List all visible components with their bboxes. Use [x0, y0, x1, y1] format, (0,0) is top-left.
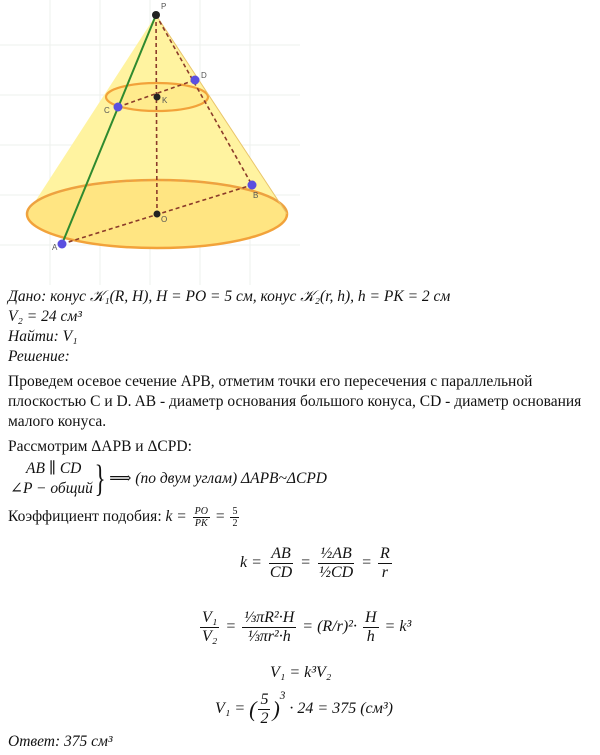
formula-v-ratio: $\frac{\text{V₁}}{\text{V₂}}$ = $\frac{\text{⅓πR²·H}}{\text{⅓πr²·h}}$ = (R/r)²· $\frac{H}{h}$ = k³ — [202, 609, 412, 645]
find-line — [8, 327, 78, 347]
coef-k: k = — [165, 508, 191, 526]
point-p — [152, 11, 160, 19]
brace-block — [10, 459, 327, 499]
label-c: C — [104, 106, 110, 115]
formula-k-ratio: k = $\frac{AB}{CD}$ = $\frac{\text{½AB}}{\text{½CD}}$ = $\frac{R}{r}$ — [240, 545, 390, 581]
coef-frac-2: $\frac{5}{2}$ — [232, 506, 238, 529]
answer-label: Ответ — [8, 733, 55, 750]
given-line-1 — [8, 287, 450, 307]
label-a: A — [52, 243, 58, 252]
brace-result: ⟹ (по двум углам) ΔAPB~ΔCPD — [109, 470, 327, 487]
given-label: Дано — [8, 288, 42, 305]
formula-v1-result: V₁ = ( $\frac{5}{2}$ )$^3$ · 24 = 375 (см³) — [215, 690, 393, 727]
coef-line — [8, 506, 241, 529]
label-d: D — [201, 71, 207, 80]
point-d — [191, 76, 200, 85]
given-line-2: V₂ = 24 см³ — [8, 308, 82, 325]
para-line-2: плоскостью C и D. AB - диаметр основания большого конуса, CD - диаметр основания — [8, 393, 582, 410]
coef-eq: = — [211, 508, 229, 526]
point-b — [248, 181, 257, 190]
cone-figure — [0, 0, 600, 285]
given-1: : конус 𝒦₁(R, H), H = PO = 5 см, конус 𝒦₂(r, h), h = PK = 2 см — [41, 288, 451, 305]
para-line-1: Проведем осевое сечение APB, отметим точки его пересечения с параллельной — [8, 373, 533, 390]
point-c — [114, 103, 123, 112]
label-k: K — [162, 96, 168, 105]
label-o: O — [161, 215, 168, 224]
right-brace: } — [94, 458, 106, 500]
coef-label: Коэффициент подобия: — [8, 508, 166, 526]
coef-frac-1: $\frac{PO}{PK}$ — [194, 506, 208, 529]
find-value: : V₁ — [53, 328, 78, 345]
point-o — [154, 211, 161, 218]
answer-value: : 375 см³ — [54, 733, 113, 750]
consider-line: Рассмотрим ΔAPB и ΔCPD: — [8, 438, 192, 455]
answer-line — [8, 732, 113, 752]
find-label: Найти — [8, 328, 54, 345]
solution-label: Решение: — [8, 348, 70, 365]
brace-line-2: ∠P − общий — [10, 480, 93, 497]
label-b: B — [253, 191, 259, 200]
label-p: P — [161, 2, 167, 11]
brace-line-1: AB ∥ CD — [26, 460, 82, 477]
para-line-3: малого конуса. — [8, 413, 107, 430]
point-a — [58, 240, 67, 249]
point-k — [154, 94, 161, 101]
formula-v1-k3: V₁ = k³V₂ — [270, 664, 332, 681]
